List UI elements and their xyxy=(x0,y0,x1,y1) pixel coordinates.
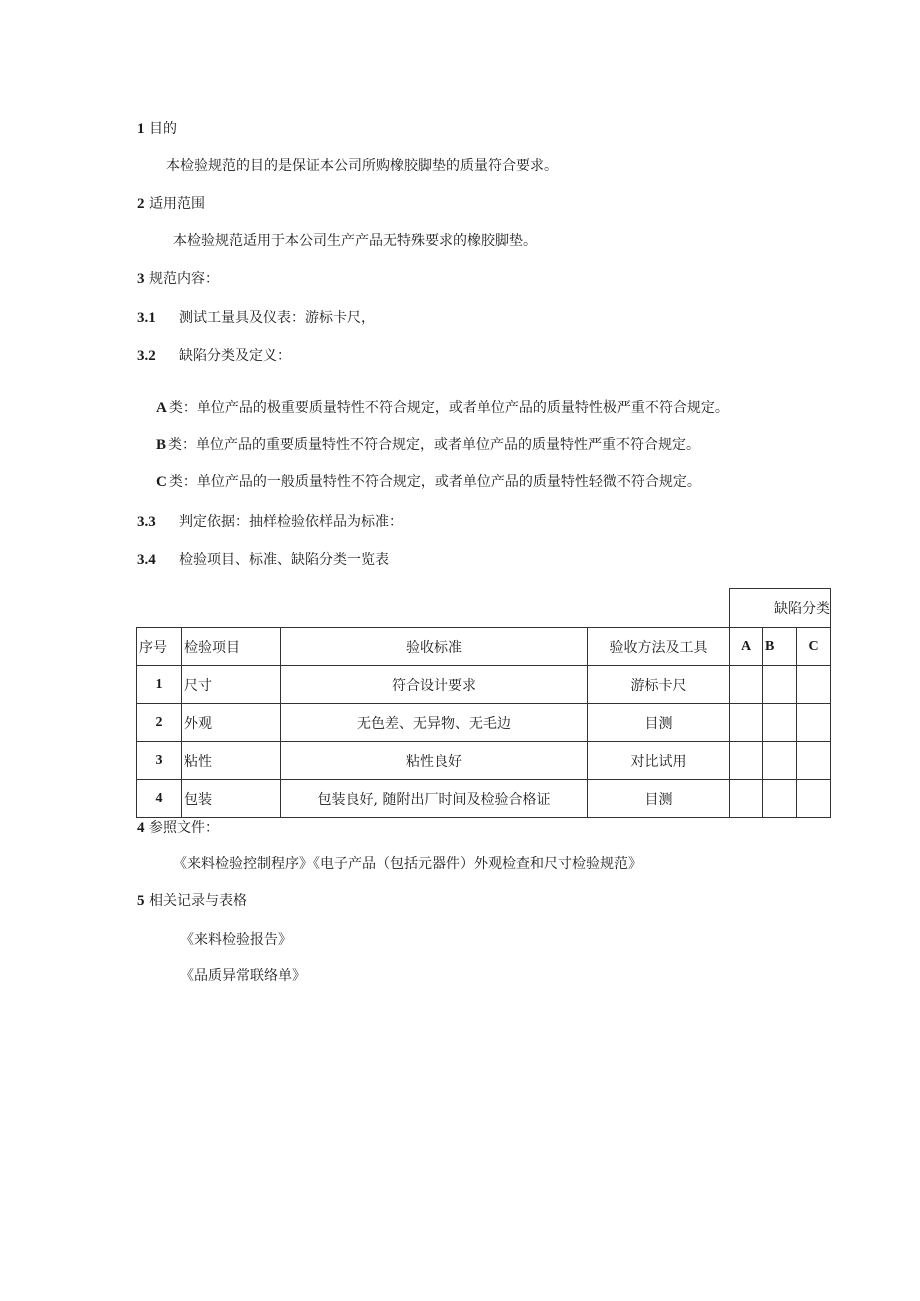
section-4-body: 《来料检验控制程序》《电子产品（包括元器件）外观检查和尺寸检验规范》 xyxy=(173,856,642,872)
row-method: 游标卡尺 xyxy=(588,666,730,704)
row-item: 外观 xyxy=(182,704,281,742)
header-no: 序号 xyxy=(137,628,182,666)
table-group-header-row xyxy=(137,589,831,628)
section-2-body: 本检验规范适用于本公司生产产品无特殊要求的橡胶脚垫。 xyxy=(173,233,537,249)
row-no: 2 xyxy=(137,704,182,742)
row-class-b-cell xyxy=(763,666,797,704)
section-3-4: 3.4 检验项目、标准、缺陷分类一览表 xyxy=(137,552,389,568)
row-method: 目测 xyxy=(588,704,730,742)
defect-class-a-definition: A 类：单位产品的极重要质量特性不符合规定，或者单位产品的质量特性极严重不符合规定。 xyxy=(156,400,729,416)
section-1-heading: 1 目的 xyxy=(137,121,177,137)
header-standard: 验收标准 xyxy=(281,628,588,666)
section-4-heading: 4 参照文件： xyxy=(137,820,219,836)
row-item: 包装 xyxy=(182,780,281,818)
row-standard: 粘性良好 xyxy=(281,742,588,780)
inspection-table xyxy=(136,588,831,818)
row-item: 粘性 xyxy=(182,742,281,780)
row-class-a-cell xyxy=(730,742,763,780)
header-item: 检验项目 xyxy=(182,628,281,666)
row-class-b-cell xyxy=(763,780,797,818)
row-class-c-cell xyxy=(797,666,831,704)
defect-class-c-definition: C 类：单位产品的一般质量特性不符合规定，或者单位产品的质量特性轻微不符合规定。 xyxy=(156,474,701,490)
row-item: 尺寸 xyxy=(182,666,281,704)
table-row xyxy=(137,666,831,704)
row-class-b-cell xyxy=(763,742,797,780)
table-row xyxy=(137,780,831,818)
table-row xyxy=(137,742,831,780)
row-class-a-cell xyxy=(730,780,763,818)
row-no: 1 xyxy=(137,666,182,704)
row-no: 3 xyxy=(137,742,182,780)
header-class-b: B xyxy=(763,628,797,666)
header-class-a: A xyxy=(730,628,763,666)
section-3-3: 3.3 判定依据：抽样检验依样品为标准： xyxy=(137,514,403,530)
section-3-2: 3.2 缺陷分类及定义： xyxy=(137,348,291,364)
row-method: 对比试用 xyxy=(588,742,730,780)
row-standard: 无色差、无异物、无毛边 xyxy=(281,704,588,742)
row-class-c-cell xyxy=(797,742,831,780)
row-standard: 符合设计要求 xyxy=(281,666,588,704)
record-form-item: 《品质异常联络单》 xyxy=(180,968,306,984)
row-class-b-cell xyxy=(763,704,797,742)
row-class-a-cell xyxy=(730,704,763,742)
section-3-heading: 3 规范内容： xyxy=(137,271,219,287)
section-5-heading: 5 相关记录与表格 xyxy=(137,893,247,909)
defect-class-b-definition: B 类：单位产品的重要质量特性不符合规定，或者单位产品的质量特性严重不符合规定。 xyxy=(156,437,701,453)
section-2-heading: 2 适用范围 xyxy=(137,196,205,212)
section-3-1: 3.1 测试工量具及仪表：游标卡尺， xyxy=(137,310,375,326)
defect-classification-header: 缺陷分类 xyxy=(730,589,831,628)
row-standard: 包装良好, 随附出厂时间及检验合格证 xyxy=(281,780,588,818)
row-method: 目测 xyxy=(588,780,730,818)
row-class-c-cell xyxy=(797,704,831,742)
section-1-body: 本检验规范的目的是保证本公司所购橡胶脚垫的质量符合要求。 xyxy=(166,158,558,174)
table-row xyxy=(137,704,831,742)
header-method: 验收方法及工具 xyxy=(588,628,730,666)
row-class-c-cell xyxy=(797,780,831,818)
row-class-a-cell xyxy=(730,666,763,704)
row-no: 4 xyxy=(137,780,182,818)
table-header-row xyxy=(137,628,831,666)
header-class-c: C xyxy=(797,628,831,666)
record-form-item: 《来料检验报告》 xyxy=(180,932,292,948)
